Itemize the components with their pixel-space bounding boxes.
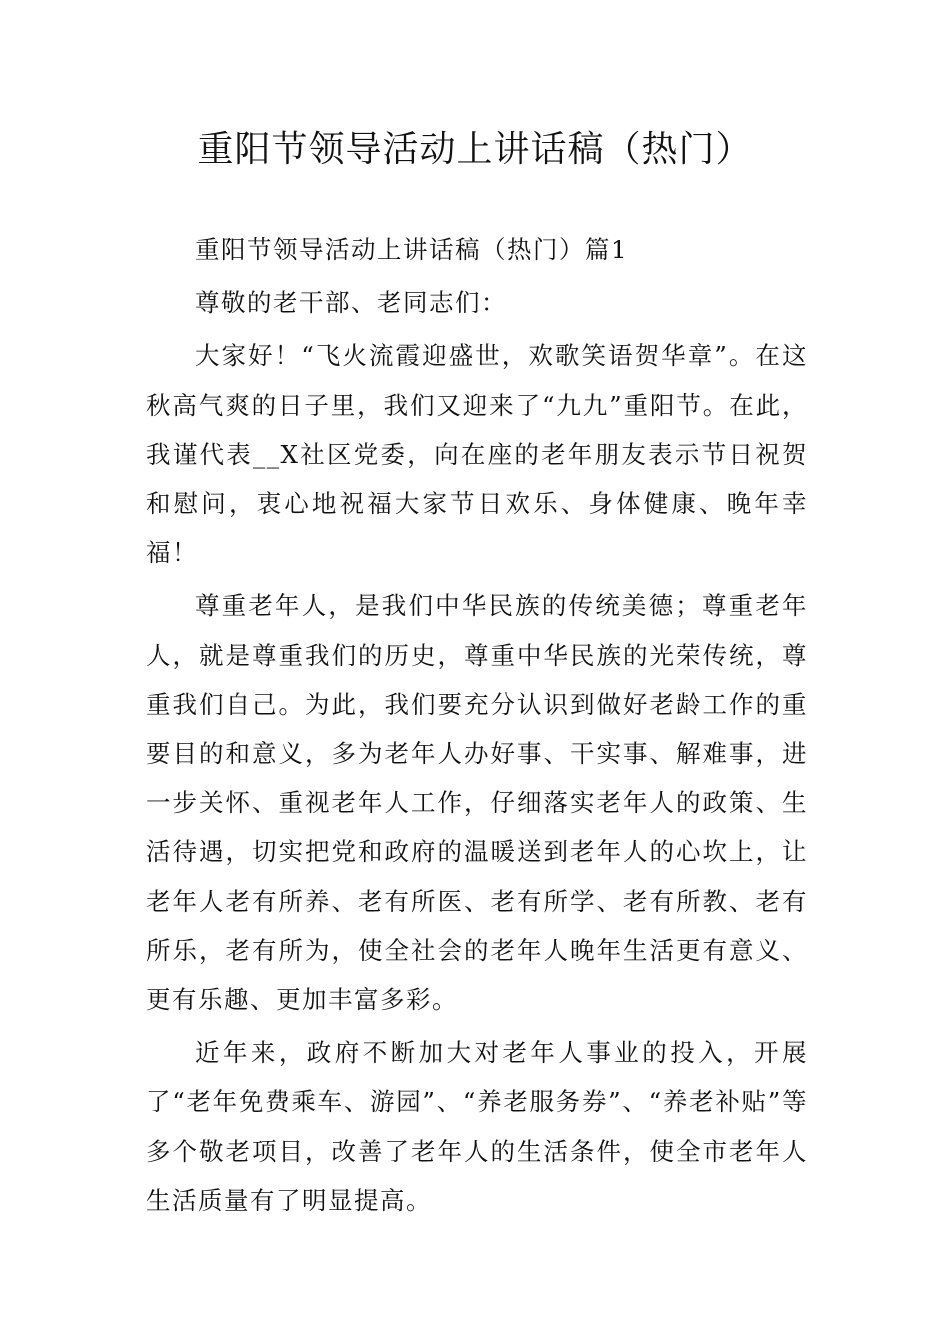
paragraph: 尊重老年人，是我们中华民族的传统美德；尊重老年人，就是尊重我们的历史，尊重中华民族的光荣传统，尊重我们自己。为此，我们要充分认识到做好老龄工作的重要目的和意义，多为老年人办好事、干实事、解难事，进一步关怀、重视老年人工作，仔细落实老年人的政策、生活待遇，切实把党和政府的温暖送到老年人的心坎上，让老年人老有所养、老有所医、老有所学、老有所教、老有所乐，老有所为，使全社会的老年人晚年生活更有意义、更有乐趣、更加丰富多彩。: [146, 591, 808, 1015]
salutation: 尊敬的老干部、老同志们：: [195, 288, 507, 318]
section-heading: 重阳节领导活动上讲话稿（热门）篇1: [195, 235, 629, 264]
paragraph: 近年来，政府不断加大对老年人事业的投入，开展了“老年免费乘车、游园”、“养老服务券”、“养老补贴”等多个敬老项目，改善了老年人的生活条件，使全市老年人生活质量有了明显提高。: [146, 1038, 808, 1215]
paragraph: 大家好！“飞火流霞迎盛世，欢歌笑语贺华章”。在这秋高气爽的日子里，我们又迎来了“九九”重阳节。在此，我谨代表__X社区党委，向在座的老年朋友表示节日祝贺和慰问，衷心地祝福大家节日欢乐、身体健康、晚年幸福！: [146, 341, 808, 568]
document-body: [146, 225, 808, 1225]
document-title: 重阳节领导活动上讲话稿（热门）: [197, 129, 753, 170]
